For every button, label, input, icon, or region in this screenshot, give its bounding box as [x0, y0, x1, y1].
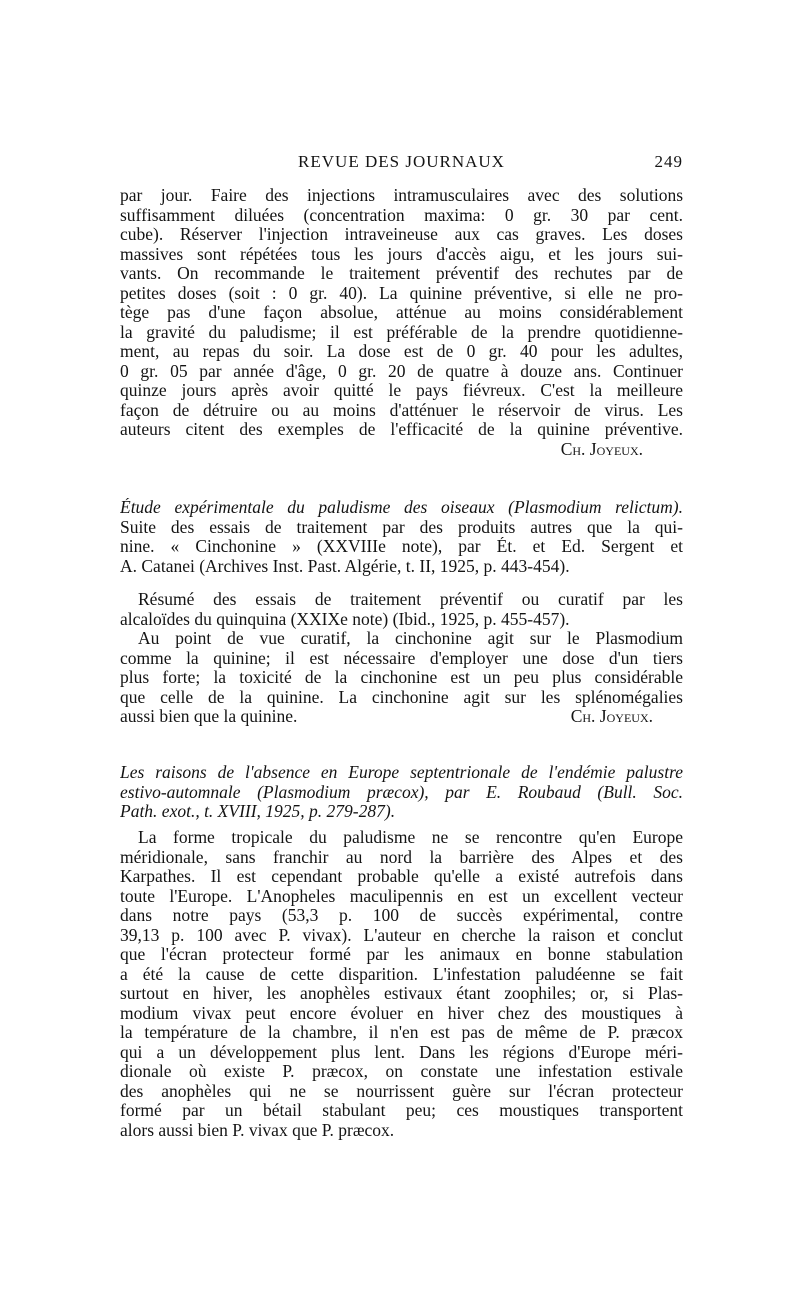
page-number: 249 — [654, 152, 683, 171]
text-line: quinze jours après avoir quitté le pays fiévreux. C'est la meilleure — [120, 381, 683, 400]
signature: Ch. Joyeux. — [560, 438, 643, 459]
signature: Ch. Joyeux. — [570, 706, 653, 726]
citation-line: Path. exot., t. XVIII, 1925, p. 279-287). — [120, 802, 396, 821]
text-line: La forme tropicale du paludisme ne se rencontre qu'en Europe — [138, 828, 683, 847]
text-line: surtout en hiver, les anophèles estivaux étant zoophiles; or, si Plas- — [120, 984, 683, 1003]
text-line: Karpathes. Il est cependant probable qu'elle a existé autrefois dans — [120, 867, 683, 886]
running-header — [120, 152, 683, 176]
section-2-citation — [120, 498, 683, 576]
text-line: cube). Réserver l'injection intraveineuse aux cas graves. Les doses — [120, 225, 683, 244]
text-line: par jour. Faire des injections intramusculaires avec des solutions — [120, 186, 683, 205]
text-line: la température de la chambre, il n'en est pas de même de P. præcox — [120, 1023, 683, 1042]
text-line: auteurs citent des exemples de l'efficacité de la quinine préventive. — [120, 420, 683, 439]
text-line: alcaloïdes du quinquina (XXIXe note) (Ibid., 1925, p. 455-457). — [120, 609, 570, 629]
section-3-paragraph — [120, 828, 683, 1140]
text-line: vants. On recommande le traitement préventif des rechutes par de — [120, 264, 683, 283]
text-line: massives sont répétées tous les jours d'accès aigu, et les jours sui- — [120, 244, 683, 264]
text-line: tège pas d'une façon absolue, atténue au moins considérablement — [120, 303, 683, 322]
text-line: que celle de la quinine. La cinchonine agit sur les splénomégalies — [120, 687, 683, 707]
text-line: que l'écran protecteur formé par les animaux en bonne stabulation — [120, 945, 683, 964]
text-line: qui a un développement plus lent. Dans les régions d'Europe méri- — [120, 1042, 683, 1062]
citation-title: Étude expérimentale du paludisme des oiseaux — [120, 498, 495, 517]
text-line: a été la cause de cette disparition. L'infestation paludéenne se fait — [120, 964, 683, 984]
text-line: plus forte; la toxicité de la cinchonine est un peu plus considérable — [120, 668, 683, 687]
text-line: aussi bien que la quinine. — [120, 706, 298, 726]
journal-title: REVUE DES JOURNAUX — [298, 152, 505, 171]
text-line: nine. « Cinchonine » (XXVIIIe note), par Ét. et Ed. Sergent et — [120, 537, 683, 556]
text-line: 0 gr. 05 par année d'âge, 0 gr. 20 de quatre à douze ans. Continuer — [120, 361, 683, 381]
text-line: toute l'Europe. L'Anopheles maculipennis en est un excellent vecteur — [120, 886, 683, 906]
text-line: suffisamment diluées (concentration maxima: 0 gr. 30 par cent. — [120, 205, 683, 225]
citation-species: (Plasmodium relictum). — [508, 498, 683, 517]
text-line: des anophèles qui ne se nourrissent guère sur l'écran protecteur — [120, 1081, 683, 1101]
text-line: 39,13 p. 100 avec P. vivax). L'auteur en cherche la raison et conclut — [120, 925, 683, 945]
text-line: Suite des essais de traitement par des produits autres que la qui- — [120, 517, 683, 537]
text-line: façon de détruire ou au moins d'atténuer le réservoir de virus. Les — [120, 400, 683, 420]
section-1-paragraph — [120, 186, 683, 459]
text-line: dionale où existe P. præcox, on constate une infestation estivale — [120, 1062, 683, 1081]
text-line: Au point de vue curatif, la cinchonine agit sur le Plasmodium — [138, 629, 683, 648]
text-line: modium vivax peut encore évoluer en hiver chez des moustiques à — [120, 1003, 683, 1023]
citation-title-line — [120, 498, 683, 518]
text-line: la gravité du paludisme; il est préférable de la prendre quotidienne- — [120, 322, 683, 342]
text-line: Résumé des essais de traitement préventif ou curatif par les — [138, 590, 683, 609]
text-line: alors aussi bien P. vivax que P. præcox. — [120, 1120, 395, 1140]
section-2-paragraph — [120, 590, 683, 727]
text-line: ment, au repas du soir. La dose est de 0 gr. 40 pour les adultes, — [120, 342, 683, 361]
section-3-citation — [120, 763, 683, 822]
final-line-row — [120, 707, 683, 727]
citation-line: Les raisons de l'absence en Europe septentrionale de l'endémie palustre — [120, 763, 683, 782]
text-line: comme la quinine; il est nécessaire d'employer une dose d'un tiers — [120, 648, 683, 668]
text-line: formé par un bétail stabulant peu; ces moustiques transportent — [120, 1101, 683, 1120]
citation-line: estivo-automnale (Plasmodium præcox), par E. Roubaud (Bull. Soc. — [120, 782, 683, 802]
text-line: A. Catanei (Archives Inst. Past. Algérie, t. II, 1925, p. 443-454). — [120, 556, 570, 576]
text-line: dans notre pays (53,3 p. 100 de succès expérimental, contre — [120, 906, 683, 925]
text-line: méridionale, sans franchir au nord la barrière des Alpes et des — [120, 847, 683, 867]
text-line: petites doses (soit : 0 gr. 40). La quinine préventive, si elle ne pro- — [120, 283, 683, 303]
